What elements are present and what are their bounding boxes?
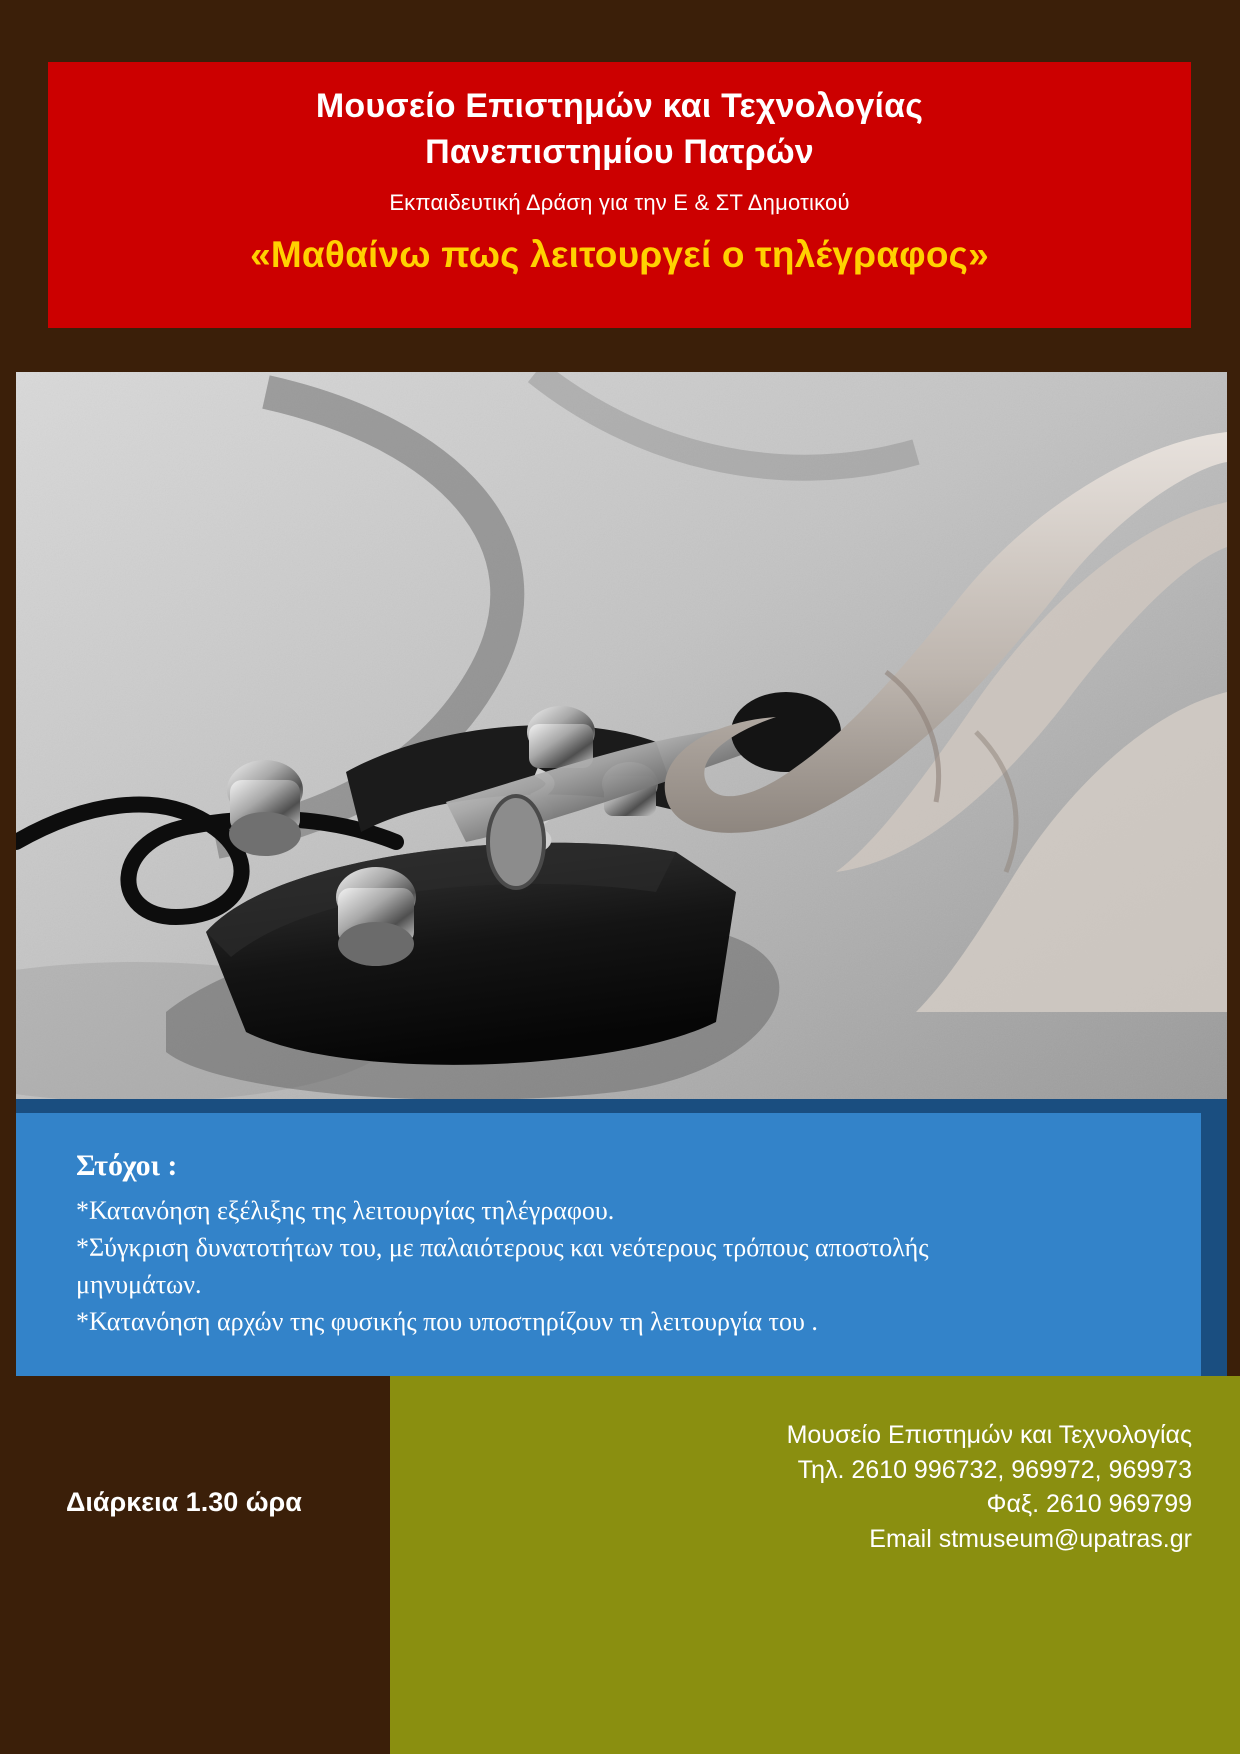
contact-museum-name: Μουσείο Επιστημών και Τεχνολογίας	[786, 1421, 1192, 1449]
footer-contact-block	[390, 1376, 1240, 1754]
contact-phone: Τηλ. 2610 996732, 969972, 969973	[797, 1455, 1192, 1484]
objective-item-1: *Κατανόηση εξέλιξης της λειτουργίας τηλέγραφου.	[76, 1196, 615, 1225]
telegraph-photo	[16, 372, 1227, 1099]
contact-email: Email stmuseum@upatras.gr	[869, 1524, 1192, 1553]
objectives-panel	[16, 1113, 1201, 1376]
objectives-title: Στόχοι :	[76, 1149, 178, 1182]
museum-name-line1: Μουσείο Επιστημών και Τεχνολογίας	[315, 87, 924, 125]
objective-item-2-cont: μηνυμάτων.	[76, 1269, 202, 1299]
duration-label: Διάρκεια 1.30 ώρα	[66, 1487, 302, 1517]
header-banner	[48, 62, 1191, 328]
objective-item-3: *Κατανόηση αρχών της φυσικής που υποστηρίζουν τη λειτουργία του .	[76, 1306, 818, 1336]
header-subtitle: Εκπαιδευτική Δράση για την Ε & ΣΤ Δημοτικού	[389, 189, 850, 215]
objective-item-2: *Σύγκριση δυνατοτήτων του, με παλαιότερους και νεότερους τρόπους αποστολής	[76, 1232, 929, 1262]
museum-name-line2: Πανεπιστημίου Πατρών	[425, 132, 814, 171]
footer-left-block	[0, 1376, 390, 1754]
page-title: «Μαθαίνω πως λειτουργεί ο τηλέγραφος»	[250, 233, 989, 275]
contact-fax: Φαξ. 2610 969799	[986, 1490, 1192, 1518]
